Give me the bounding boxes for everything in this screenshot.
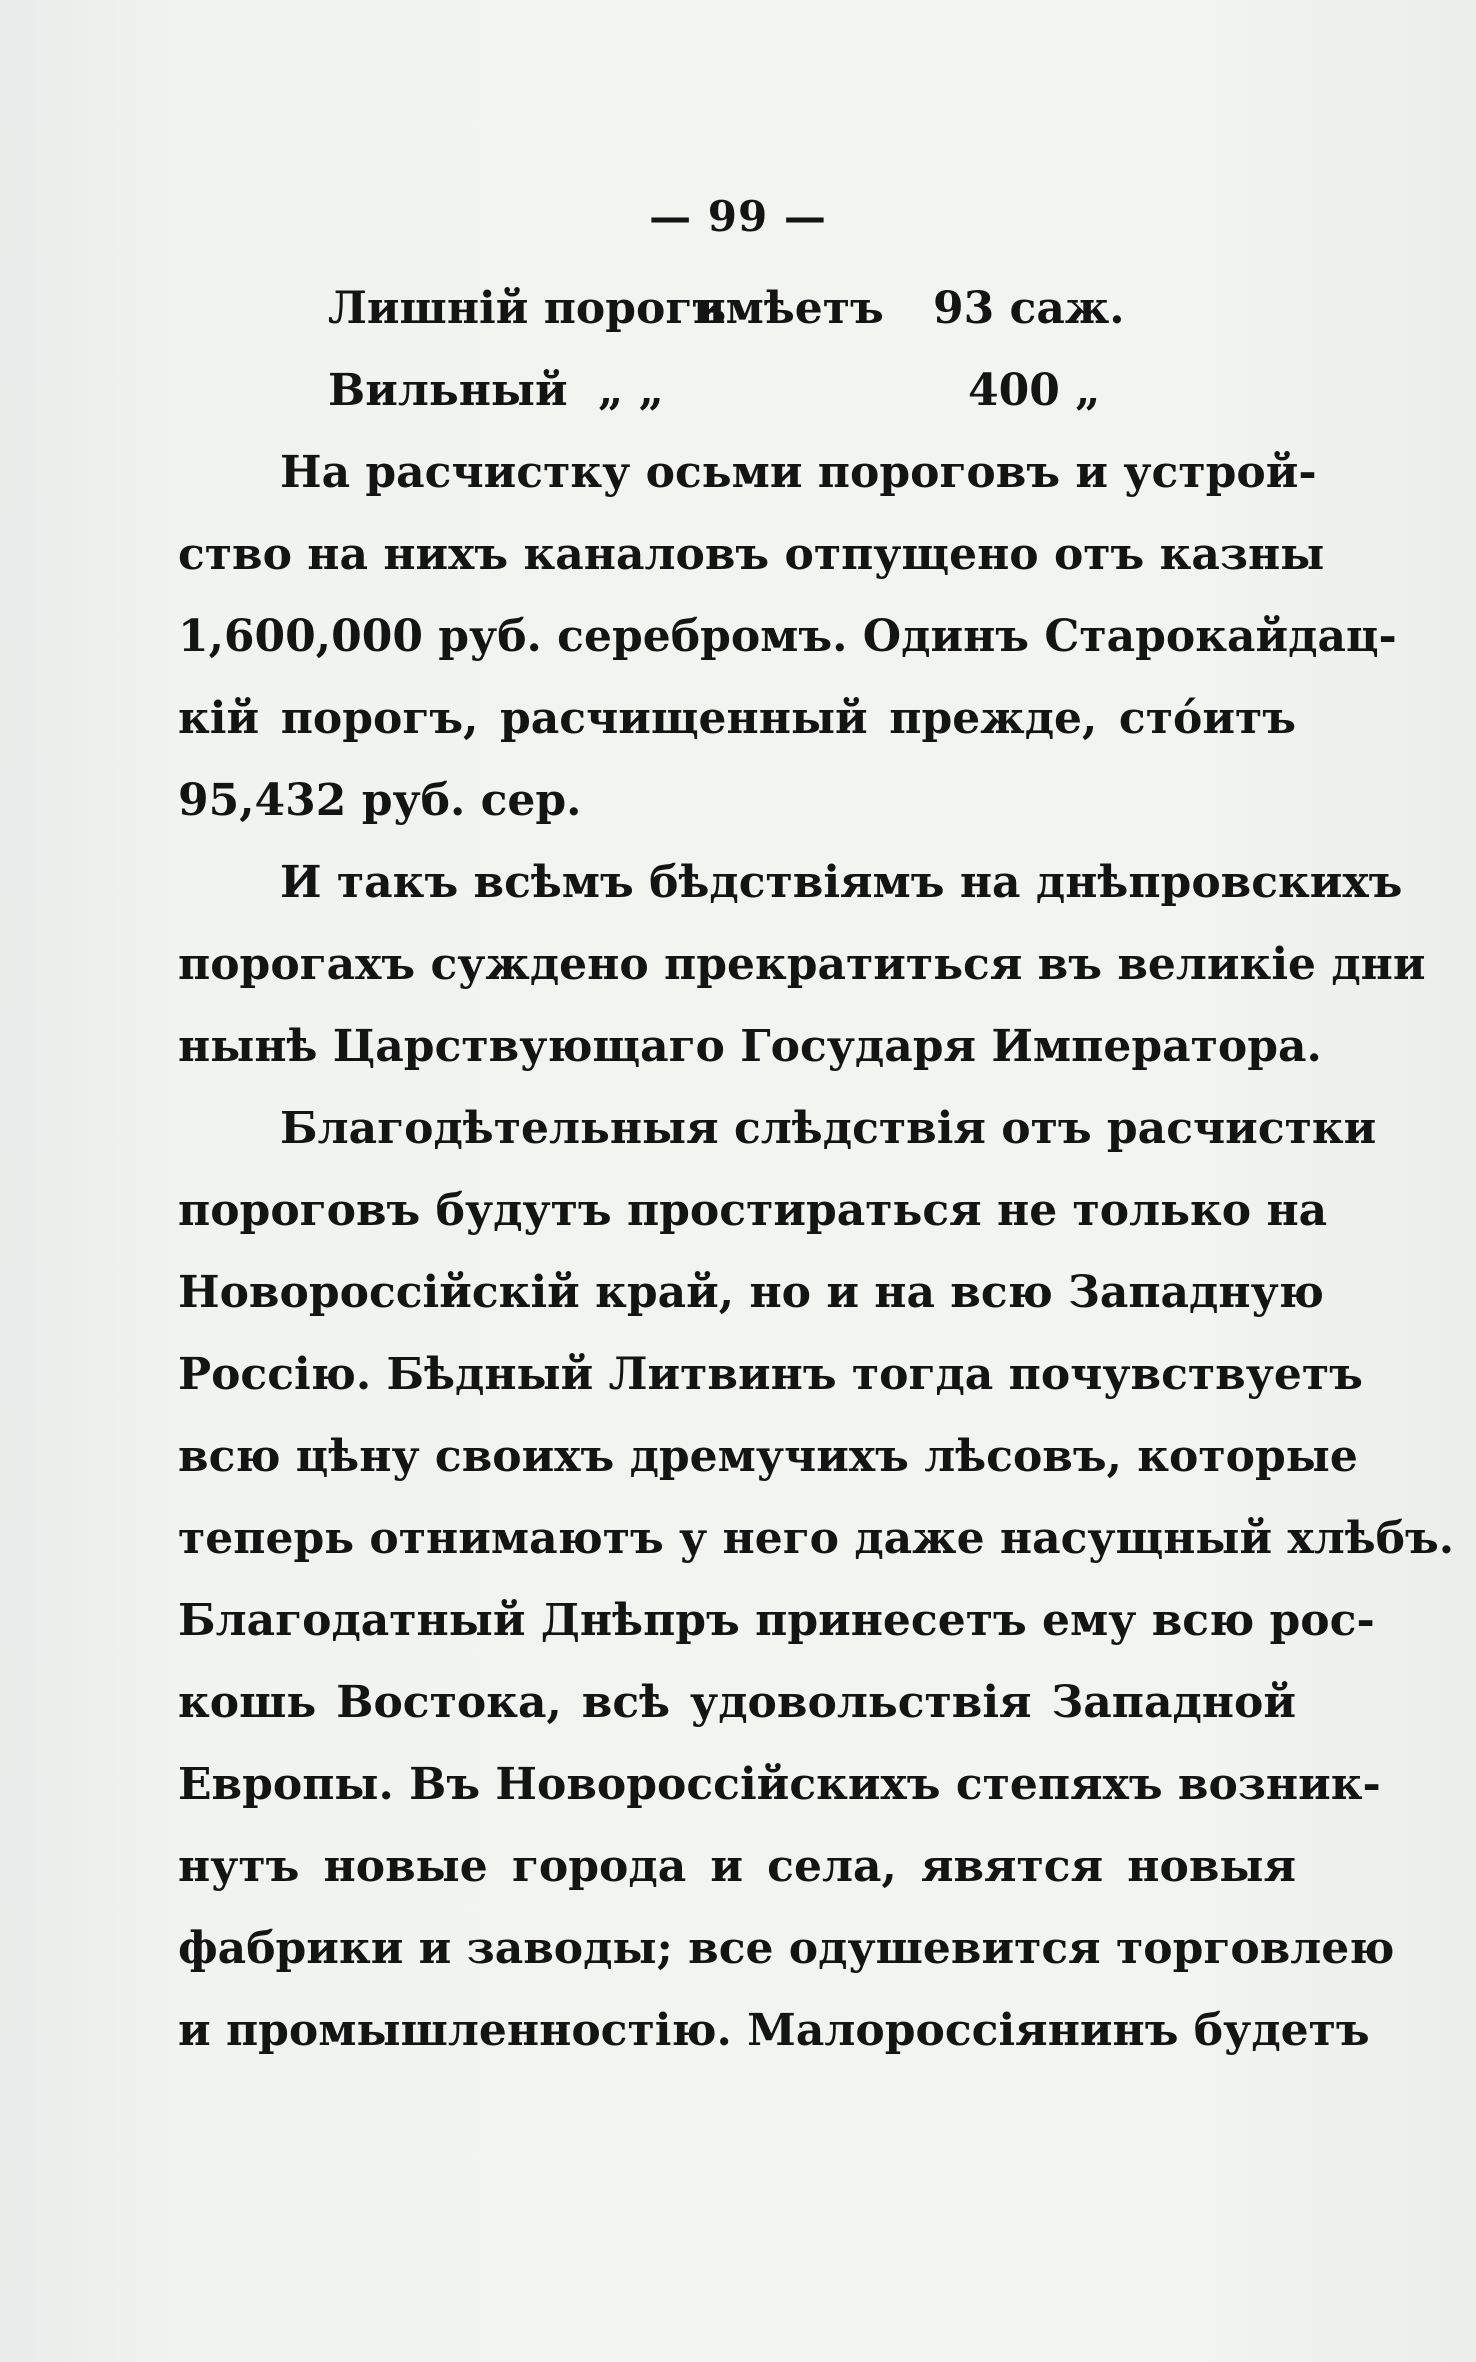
rapids-length: 93 саж. xyxy=(933,283,1125,334)
rapids-length: 400 „ xyxy=(968,365,1101,416)
rapids-verb: имѣетъ xyxy=(693,283,884,334)
text-line: пороговъ будутъ простираться не только на xyxy=(178,1185,1328,1236)
rapids-row xyxy=(178,268,1296,350)
text-line: Европы. Въ Новороссійскихъ степяхъ возник- xyxy=(178,1759,1381,1810)
text-line: кій порогъ, расчищенный прежде, стóитъ xyxy=(178,693,1296,744)
paragraph xyxy=(178,432,1397,842)
text-line: 1,600,000 руб. серебромъ. Одинъ Старокайдац- xyxy=(178,611,1397,662)
rapids-row xyxy=(178,350,1296,432)
text-line: На расчистку осьми пороговъ и устрой- xyxy=(280,447,1317,498)
page-number: — 99 — xyxy=(649,192,827,241)
page-text xyxy=(178,268,1455,2072)
text-line: Новороссійскій край, но и на всю Западную xyxy=(178,1267,1324,1318)
text-line: Благодѣтельныя слѣдствія отъ расчистки xyxy=(280,1103,1377,1154)
text-line: кошь Востока, всѣ удовольствія Западной xyxy=(178,1677,1296,1728)
text-line: нынѣ Царствующаго Государя Императора. xyxy=(178,1021,1322,1072)
text-line: 95,432 руб. сер. xyxy=(178,775,582,826)
text-line: Благодатный Днѣпръ принесетъ ему всю рос- xyxy=(178,1595,1375,1646)
rapids-ditto: „ „ xyxy=(598,365,664,416)
text-line: Россію. Бѣдный Литвинъ тогда почувствуетъ xyxy=(178,1349,1363,1400)
text-line: нутъ новые города и села, явятся новыя xyxy=(178,1841,1296,1892)
rapids-name: Лишній порогъ xyxy=(328,283,727,334)
text-line: ство на нихъ каналовъ отпущено отъ казны xyxy=(178,529,1325,580)
text-line: порогахъ суждено прекратиться въ великіе дни xyxy=(178,939,1426,990)
text-line: фабрики и заводы; все одушевится торговлею xyxy=(178,1923,1395,1974)
text-line: всю цѣну своихъ дремучихъ лѣсовъ, которые xyxy=(178,1431,1358,1482)
rapids-name: Вильный xyxy=(328,365,568,416)
paragraph xyxy=(178,1088,1455,2072)
text-line: и промышленностію. Малороссіянинъ будетъ xyxy=(178,2005,1370,2056)
text-line: теперь отнимаютъ у него даже насущный хлѣбъ. xyxy=(178,1513,1455,1564)
text-line: И такъ всѣмъ бѣдствіямъ на днѣпровскихъ xyxy=(280,857,1403,908)
paragraph xyxy=(178,842,1426,1088)
